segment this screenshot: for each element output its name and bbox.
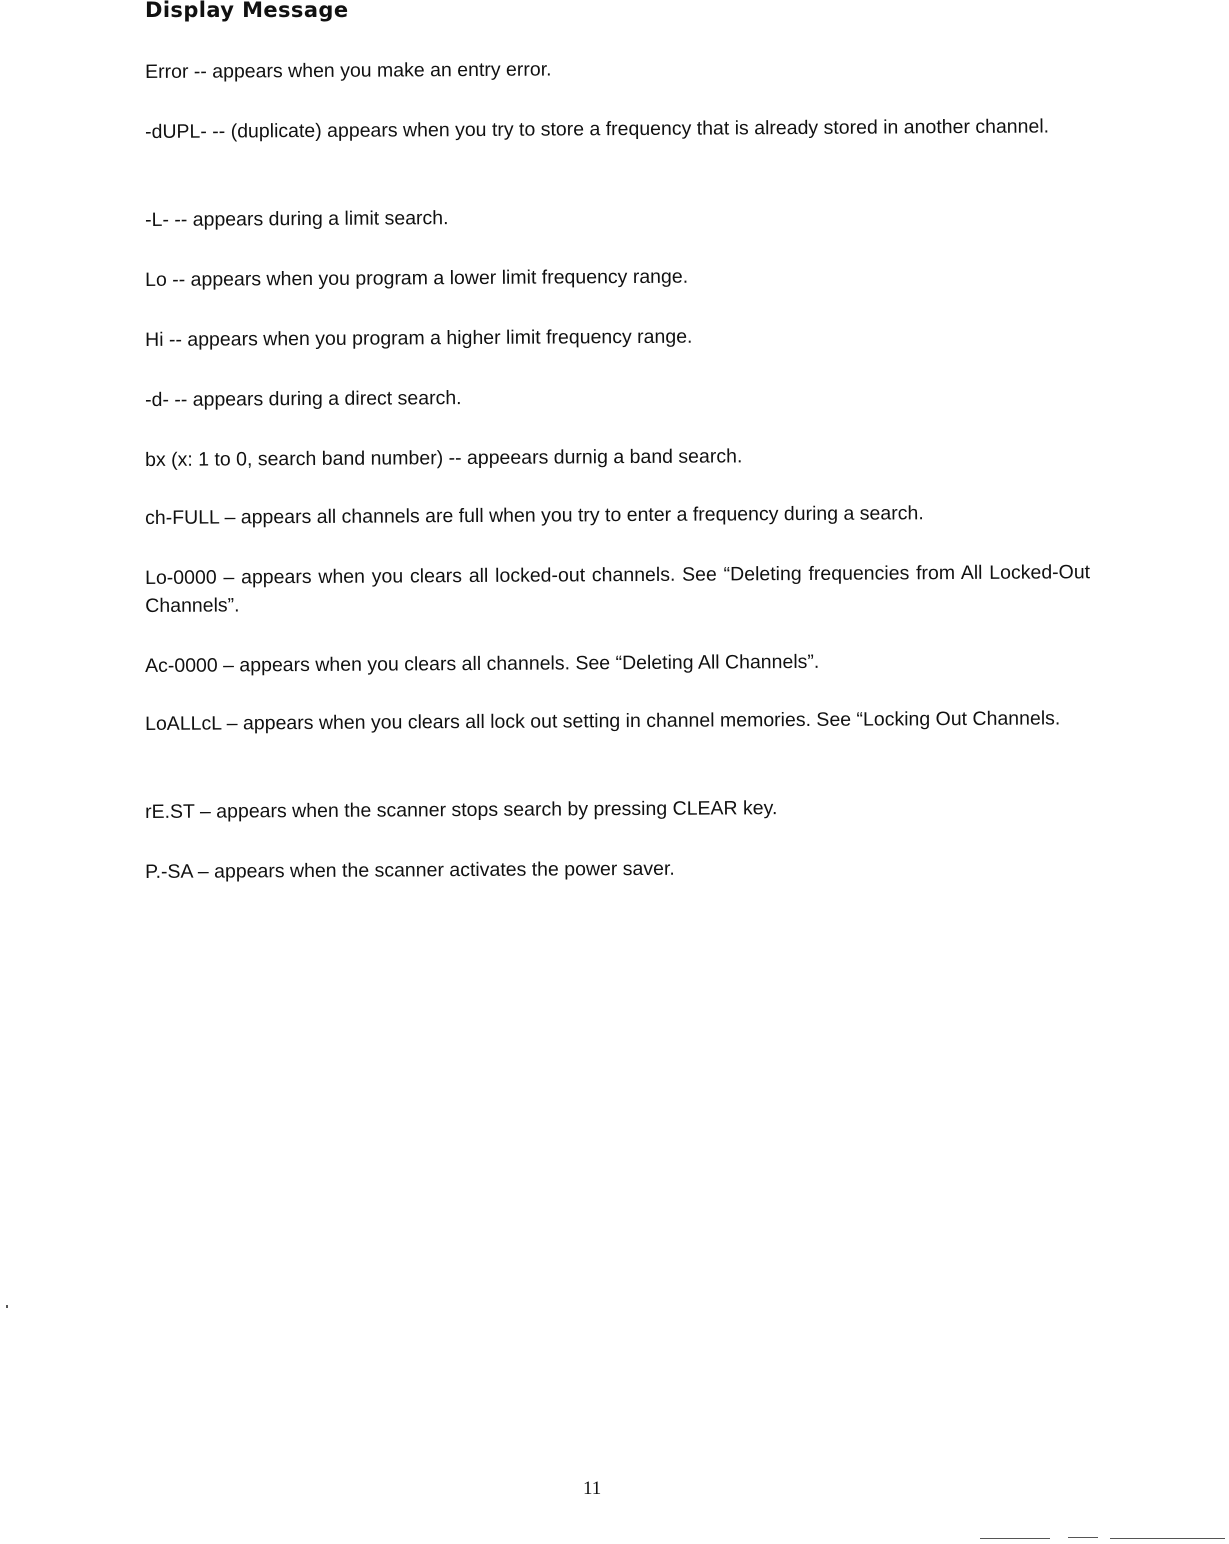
message-entry-lo-0000: Lo-0000 – appears when you clears all locked-out channels. See “Deleting frequencies from All Locked-Out Channels”. [145, 561, 1091, 617]
page-number: 11 [583, 1478, 602, 1499]
scan-artifact-dot [6, 1305, 8, 1308]
message-entry-psa: P.-SA – appears when the scanner activates the power saver. [145, 857, 675, 883]
message-entry-dupl: -dUPL- -- (duplicate) appears when you try to store a frequency that is already stored in another channel. [145, 115, 1050, 143]
message-entry-hi: Hi -- appears when you program a higher limit frequency range. [145, 325, 693, 351]
message-entry-loallcl: LoALLcL – appears when you clears all lock out setting in channel memories. See “Locking Out Channels. [145, 707, 1061, 735]
scan-artifact-line [980, 1538, 1050, 1539]
section-heading: Display Message [145, 0, 349, 22]
scan-artifact-line [1068, 1537, 1098, 1538]
scan-artifact-line [1110, 1538, 1225, 1539]
message-entry-direct-search: -d- -- appears during a direct search. [145, 387, 462, 411]
message-entry-band-search: bx (x: 1 to 0, search band number) -- appeears durnig a band search. [145, 445, 743, 471]
message-entry-ac-0000: Ac-0000 – appears when you clears all channels. See “Deleting All Channels”. [145, 650, 820, 677]
message-entry-error: Error -- appears when you make an entry error. [145, 58, 552, 83]
message-entry-rest: rE.ST – appears when the scanner stops search by pressing CLEAR key. [145, 797, 778, 823]
message-entry-lo: Lo -- appears when you program a lower limit frequency range. [145, 265, 689, 291]
message-entry-ch-full: ch-FULL – appears all channels are full when you try to enter a frequency during a search. [145, 502, 924, 529]
message-entry-limit-search: -L- -- appears during a limit search. [145, 207, 449, 231]
